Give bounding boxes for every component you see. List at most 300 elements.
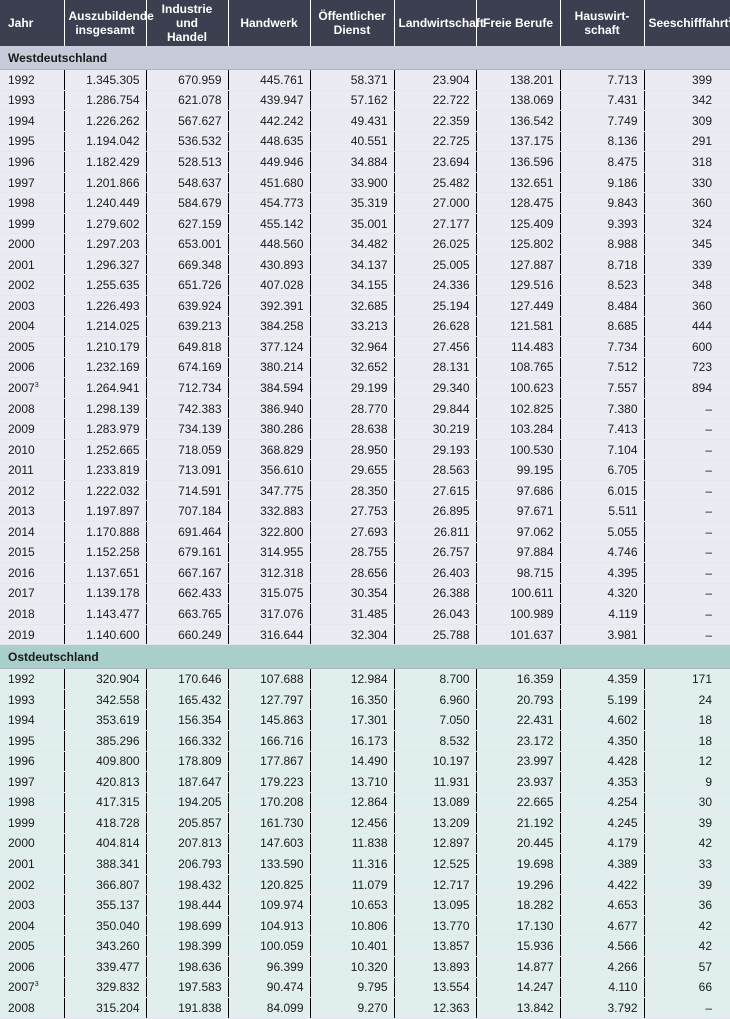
value-cell: 385.296 [64, 730, 146, 751]
table-row [0, 152, 730, 173]
value-cell: 100.623 [476, 378, 560, 399]
value-cell: – [644, 522, 730, 543]
column-header-label: Industrie und Handel [161, 2, 213, 44]
year-label: 1993 [8, 93, 35, 108]
value-cell: 97.671 [476, 501, 560, 522]
year-label: 2008 [8, 401, 35, 416]
value-cell: 20.793 [476, 689, 560, 710]
value-cell: 430.893 [228, 254, 310, 275]
value-cell: 161.730 [228, 813, 310, 834]
value-cell: 1.264.941 [64, 378, 146, 399]
value-cell: 8.523 [560, 275, 644, 296]
value-cell: 166.716 [228, 730, 310, 751]
value-cell: 156.354 [146, 710, 228, 731]
value-cell: 18 [644, 710, 730, 731]
value-cell: 339.477 [64, 956, 146, 977]
year-cell [0, 522, 64, 543]
value-cell: 388.341 [64, 854, 146, 875]
value-cell: 40.551 [310, 131, 394, 152]
year-label: 1999 [8, 216, 35, 231]
value-cell: 26.388 [394, 583, 476, 604]
value-cell: 1.286.754 [64, 90, 146, 111]
value-cell: 101.637 [476, 624, 560, 645]
section-ost [0, 645, 730, 1018]
footnote-marker: 3 [34, 381, 39, 389]
value-cell: 322.800 [228, 522, 310, 543]
value-cell: 179.223 [228, 772, 310, 793]
value-cell: – [644, 542, 730, 563]
value-cell: – [644, 624, 730, 645]
value-cell: 13.554 [394, 977, 476, 998]
year-cell [0, 460, 64, 481]
value-cell: 8.484 [560, 296, 644, 317]
value-cell: 1.170.888 [64, 522, 146, 543]
value-cell: – [644, 563, 730, 584]
year-cell [0, 70, 64, 91]
value-cell: 27.753 [310, 501, 394, 522]
value-cell: 1.197.897 [64, 501, 146, 522]
value-cell: 13.770 [394, 915, 476, 936]
year-cell [0, 854, 64, 875]
value-cell: 1.283.979 [64, 419, 146, 440]
value-cell: 392.391 [228, 296, 310, 317]
value-cell: 1.240.449 [64, 193, 146, 214]
value-cell: 33.900 [310, 172, 394, 193]
value-cell: 4.653 [560, 895, 644, 916]
value-cell: 13.089 [394, 792, 476, 813]
value-cell: 127.887 [476, 254, 560, 275]
value-cell: 342.558 [64, 689, 146, 710]
column-header-label: Öffentlicher Dienst [318, 9, 386, 37]
value-cell: 34.482 [310, 234, 394, 255]
value-cell: 26.403 [394, 563, 476, 584]
value-cell: 707.184 [146, 501, 228, 522]
value-cell: 669.348 [146, 254, 228, 275]
year-cell [0, 772, 64, 793]
value-cell: 9.393 [560, 213, 644, 234]
value-cell: 12.456 [310, 813, 394, 834]
value-cell: 107.688 [228, 669, 310, 690]
value-cell: 7.380 [560, 398, 644, 419]
value-cell: 621.078 [146, 90, 228, 111]
table-row [0, 193, 730, 214]
column-header [644, 0, 730, 46]
value-cell: 4.395 [560, 563, 644, 584]
year-label: 2000 [8, 237, 35, 252]
table-row [0, 833, 730, 854]
value-cell: – [644, 419, 730, 440]
value-cell: 5.511 [560, 501, 644, 522]
value-cell: 125.802 [476, 234, 560, 255]
table-row [0, 542, 730, 563]
value-cell: 377.124 [228, 337, 310, 358]
value-cell: 133.590 [228, 854, 310, 875]
value-cell: 197.583 [146, 977, 228, 998]
value-cell: 26.025 [394, 234, 476, 255]
year-cell [0, 669, 64, 690]
value-cell: 97.062 [476, 522, 560, 543]
value-cell: 29.193 [394, 439, 476, 460]
value-cell: 712.734 [146, 378, 228, 399]
value-cell: 147.603 [228, 833, 310, 854]
year-cell [0, 604, 64, 625]
value-cell: 345 [644, 234, 730, 255]
year-cell [0, 936, 64, 957]
value-cell: 670.959 [146, 70, 228, 91]
value-cell: 445.761 [228, 70, 310, 91]
table-row [0, 172, 730, 193]
year-cell [0, 751, 64, 772]
value-cell: 17.130 [476, 915, 560, 936]
column-header [0, 0, 64, 46]
value-cell: 97.686 [476, 480, 560, 501]
value-cell: 97.884 [476, 542, 560, 563]
value-cell: 663.765 [146, 604, 228, 625]
column-header [310, 0, 394, 46]
value-cell: 13.710 [310, 772, 394, 793]
value-cell: 12.897 [394, 833, 476, 854]
value-cell: 5.199 [560, 689, 644, 710]
value-cell: 100.059 [228, 936, 310, 957]
year-label: 1998 [8, 795, 35, 810]
year-label: 2004 [8, 918, 35, 933]
value-cell: 9.795 [310, 977, 394, 998]
value-cell: 360 [644, 296, 730, 317]
value-cell: 13.209 [394, 813, 476, 834]
value-cell: 14.247 [476, 977, 560, 998]
value-cell: – [644, 501, 730, 522]
value-cell: 114.483 [476, 337, 560, 358]
year-cell [0, 131, 64, 152]
value-cell: 3.792 [560, 998, 644, 1019]
year-cell [0, 542, 64, 563]
value-cell: 1.233.819 [64, 460, 146, 481]
year-cell [0, 480, 64, 501]
value-cell: 651.726 [146, 275, 228, 296]
value-cell: 343.260 [64, 936, 146, 957]
value-cell: 1.201.866 [64, 172, 146, 193]
value-cell: 7.512 [560, 357, 644, 378]
value-cell: 33.213 [310, 316, 394, 337]
value-cell: 324 [644, 213, 730, 234]
year-label: 1999 [8, 815, 35, 830]
value-cell: 342 [644, 90, 730, 111]
value-cell: 31.485 [310, 604, 394, 625]
value-cell: 90.474 [228, 977, 310, 998]
value-cell: 127.797 [228, 689, 310, 710]
value-cell: 8.475 [560, 152, 644, 173]
value-cell: – [644, 460, 730, 481]
section-heading-row [0, 46, 730, 70]
value-cell: 1.194.042 [64, 131, 146, 152]
year-cell [0, 234, 64, 255]
value-cell: 27.000 [394, 193, 476, 214]
value-cell: 356.610 [228, 460, 310, 481]
value-cell: 4.266 [560, 956, 644, 977]
year-cell [0, 710, 64, 731]
table-row [0, 460, 730, 481]
value-cell: 8.700 [394, 669, 476, 690]
table-row [0, 669, 730, 690]
value-cell: 171 [644, 669, 730, 690]
year-cell [0, 998, 64, 1019]
value-cell: 28.131 [394, 357, 476, 378]
value-cell: 627.159 [146, 213, 228, 234]
value-cell: 11.079 [310, 874, 394, 895]
year-label: 2012 [8, 483, 35, 498]
value-cell: 448.635 [228, 131, 310, 152]
year-cell [0, 275, 64, 296]
value-cell: 368.829 [228, 439, 310, 460]
value-cell: 536.532 [146, 131, 228, 152]
year-label: 2005 [8, 939, 35, 954]
value-cell: 4.359 [560, 669, 644, 690]
value-cell: 28.755 [310, 542, 394, 563]
value-cell: 28.563 [394, 460, 476, 481]
value-cell: 353.619 [64, 710, 146, 731]
value-cell: 25.005 [394, 254, 476, 275]
value-cell: 57 [644, 956, 730, 977]
year-cell [0, 378, 64, 399]
year-cell [0, 193, 64, 214]
value-cell: 4.320 [560, 583, 644, 604]
year-cell [0, 833, 64, 854]
value-cell: 16.173 [310, 730, 394, 751]
value-cell: 29.655 [310, 460, 394, 481]
year-cell [0, 583, 64, 604]
value-cell: 145.863 [228, 710, 310, 731]
year-cell [0, 398, 64, 419]
value-cell: 366.807 [64, 874, 146, 895]
value-cell: 14.490 [310, 751, 394, 772]
value-cell: 136.542 [476, 111, 560, 132]
year-label: 1998 [8, 196, 35, 211]
value-cell: 26.757 [394, 542, 476, 563]
year-label: 1994 [8, 113, 35, 128]
value-cell: 4.389 [560, 854, 644, 875]
value-cell: 7.104 [560, 439, 644, 460]
table-row [0, 915, 730, 936]
value-cell: 34.137 [310, 254, 394, 275]
value-cell: 674.169 [146, 357, 228, 378]
value-cell: 30.219 [394, 419, 476, 440]
table-row [0, 624, 730, 645]
table-row [0, 131, 730, 152]
value-cell: 316.644 [228, 624, 310, 645]
value-cell: 4.353 [560, 772, 644, 793]
year-cell [0, 439, 64, 460]
value-cell: 39 [644, 813, 730, 834]
table-row [0, 275, 730, 296]
value-cell: 13.095 [394, 895, 476, 916]
column-header [476, 0, 560, 46]
year-cell [0, 357, 64, 378]
value-cell: 1.298.139 [64, 398, 146, 419]
value-cell: 1.232.169 [64, 357, 146, 378]
value-cell: 34.155 [310, 275, 394, 296]
year-label: 1995 [8, 733, 35, 748]
value-cell: 27.456 [394, 337, 476, 358]
value-cell: 100.611 [476, 583, 560, 604]
value-cell: 9.186 [560, 172, 644, 193]
value-cell: 444 [644, 316, 730, 337]
value-cell: 13.893 [394, 956, 476, 977]
value-cell: 20.445 [476, 833, 560, 854]
year-label: 2001 [8, 257, 35, 272]
year-cell [0, 501, 64, 522]
value-cell: 4.422 [560, 874, 644, 895]
value-cell: 27.177 [394, 213, 476, 234]
year-cell [0, 111, 64, 132]
value-cell: 309 [644, 111, 730, 132]
value-cell: 136.596 [476, 152, 560, 173]
value-cell: 66 [644, 977, 730, 998]
year-label: 1995 [8, 134, 35, 149]
table-row [0, 357, 730, 378]
value-cell: 4.350 [560, 730, 644, 751]
value-cell: 28.350 [310, 480, 394, 501]
column-header-label: Handwerk [240, 16, 298, 30]
value-cell: 120.825 [228, 874, 310, 895]
value-cell: 170.208 [228, 792, 310, 813]
value-cell: 439.947 [228, 90, 310, 111]
table-row [0, 90, 730, 111]
year-cell [0, 874, 64, 895]
value-cell: 36 [644, 895, 730, 916]
value-cell: 170.646 [146, 669, 228, 690]
value-cell: 567.627 [146, 111, 228, 132]
value-cell: 8.685 [560, 316, 644, 337]
value-cell: 1.210.179 [64, 337, 146, 358]
value-cell: 198.699 [146, 915, 228, 936]
value-cell: 1.226.493 [64, 296, 146, 317]
value-cell: 348 [644, 275, 730, 296]
value-cell: 315.204 [64, 998, 146, 1019]
value-cell: 1.297.203 [64, 234, 146, 255]
value-cell: 1.345.305 [64, 70, 146, 91]
value-cell: 84.099 [228, 998, 310, 1019]
value-cell: 8.988 [560, 234, 644, 255]
value-cell: 713.091 [146, 460, 228, 481]
table-row [0, 378, 730, 399]
year-cell [0, 563, 64, 584]
table-row [0, 234, 730, 255]
year-label: 2018 [8, 606, 35, 621]
value-cell: 42 [644, 936, 730, 957]
value-cell: 315.075 [228, 583, 310, 604]
value-cell: 127.449 [476, 296, 560, 317]
value-cell: 39 [644, 874, 730, 895]
value-cell: 28.638 [310, 419, 394, 440]
table-row [0, 213, 730, 234]
table-row [0, 337, 730, 358]
value-cell: 4.428 [560, 751, 644, 772]
value-cell: 4.677 [560, 915, 644, 936]
value-cell: 455.142 [228, 213, 310, 234]
value-cell: 1.143.477 [64, 604, 146, 625]
value-cell: 12.363 [394, 998, 476, 1019]
value-cell: 649.818 [146, 337, 228, 358]
value-cell: 24.336 [394, 275, 476, 296]
value-cell: 312.318 [228, 563, 310, 584]
value-cell: 12.525 [394, 854, 476, 875]
value-cell: 137.175 [476, 131, 560, 152]
year-label: 1996 [8, 754, 35, 769]
value-cell: – [644, 439, 730, 460]
value-cell: – [644, 583, 730, 604]
column-header-label: Seeschifffahrt [648, 16, 729, 30]
value-cell: 21.192 [476, 813, 560, 834]
value-cell: 718.059 [146, 439, 228, 460]
table-row [0, 936, 730, 957]
column-header-label: Landwirtschaft [398, 16, 484, 30]
value-cell: 1.152.258 [64, 542, 146, 563]
table-row [0, 398, 730, 419]
value-cell: 198.399 [146, 936, 228, 957]
table-header [0, 0, 730, 46]
table-row [0, 439, 730, 460]
footnote-marker: 3 [34, 981, 39, 989]
header-row [0, 0, 730, 46]
value-cell: 399 [644, 70, 730, 91]
value-cell: 9 [644, 772, 730, 793]
value-cell: 329.832 [64, 977, 146, 998]
year-label: 2000 [8, 836, 35, 851]
value-cell: 742.383 [146, 398, 228, 419]
value-cell: 32.652 [310, 357, 394, 378]
year-label: 2009 [8, 422, 35, 437]
value-cell: 451.680 [228, 172, 310, 193]
year-cell [0, 213, 64, 234]
value-cell: 96.399 [228, 956, 310, 977]
value-cell: 29.199 [310, 378, 394, 399]
value-cell: 7.431 [560, 90, 644, 111]
value-cell: 6.705 [560, 460, 644, 481]
value-cell: 4.254 [560, 792, 644, 813]
year-label: 2002 [8, 278, 35, 293]
value-cell: 35.319 [310, 193, 394, 214]
column-header-label: Freie Berufe [482, 16, 554, 30]
year-cell [0, 895, 64, 916]
value-cell: 19.698 [476, 854, 560, 875]
value-cell: 1.296.327 [64, 254, 146, 275]
value-cell: 138.069 [476, 90, 560, 111]
value-cell: – [644, 480, 730, 501]
value-cell: 380.214 [228, 357, 310, 378]
value-cell: 25.482 [394, 172, 476, 193]
value-cell: 177.867 [228, 751, 310, 772]
year-cell [0, 792, 64, 813]
table-row [0, 501, 730, 522]
table-row [0, 583, 730, 604]
value-cell: 33 [644, 854, 730, 875]
value-cell: 417.315 [64, 792, 146, 813]
value-cell: 291 [644, 131, 730, 152]
value-cell: 35.001 [310, 213, 394, 234]
column-header [64, 0, 154, 46]
value-cell: 100.989 [476, 604, 560, 625]
value-cell: 166.332 [146, 730, 228, 751]
section-title: Westdeutschland [0, 46, 730, 70]
table-row [0, 854, 730, 875]
value-cell: 27.693 [310, 522, 394, 543]
table-row [0, 772, 730, 793]
value-cell: 187.647 [146, 772, 228, 793]
value-cell: 29.340 [394, 378, 476, 399]
value-cell: 23.937 [476, 772, 560, 793]
value-cell: 1.222.032 [64, 480, 146, 501]
year-cell [0, 730, 64, 751]
